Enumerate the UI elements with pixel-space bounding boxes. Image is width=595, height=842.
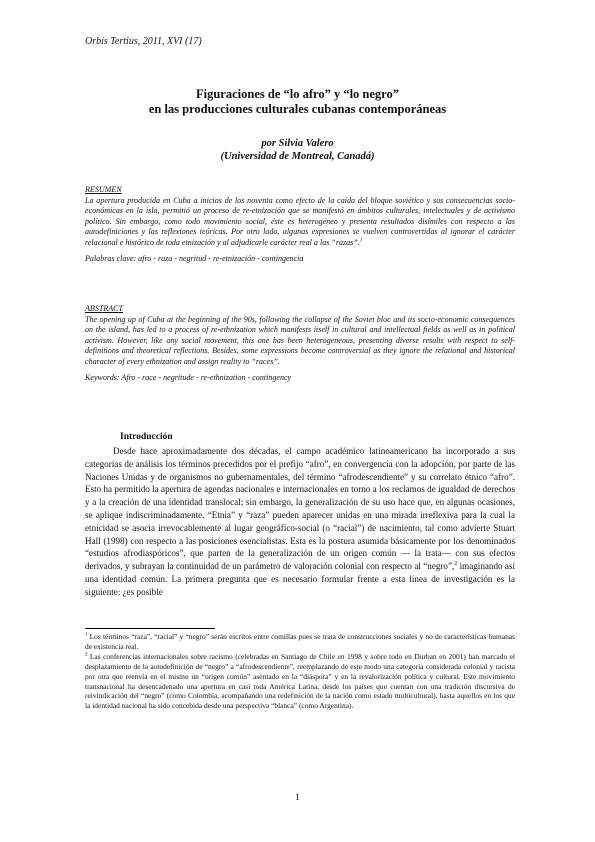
footnote-1: $^1$ Los términos “raza”, “racial” y “negro” serán escritos entre comillas pues se trata de construcciones sociales y no de características humanas de existencia real. — [85, 632, 515, 651]
resumen-section — [85, 185, 515, 265]
footnote-ref-1[interactable]: 1 — [359, 237, 363, 244]
resumen-heading: RESUMEN — [85, 185, 122, 194]
title-line-1: Figuraciones de “lo afro” y “lo negro” — [196, 87, 399, 101]
author-block — [60, 137, 535, 163]
author-name: por Silvia Valero — [261, 138, 334, 149]
footnote-divider — [85, 628, 215, 629]
introduction-heading: Introducción — [120, 432, 173, 442]
abstract-section — [85, 304, 515, 384]
abstract-heading: ABSTRACT — [85, 304, 124, 313]
resumen-text: La apertura producida en Cuba a inicios de los noventa como efecto de la caída del bloque soviético y sus consecuencias socio-económicas en la isla, permitió un proceso de re-etnización que se manifestó en ámbitos culturales, intelectuales y de activismo político. Sin embargo, como todo movimiento social, éste es heterogéneo y presenta resultados disímiles con respecto a las autodefiniciones y las reflexiones teóricas. Por otro lado, algunas expresiones se vuelven controvertidas al ignorar el carácter relacional e histórico de toda etnización y al adjudicarle carácter real a las “razas”.$^1$ — [85, 195, 515, 247]
footnote-ref-2[interactable]: 2 — [454, 561, 458, 568]
footnote-number-1: 1 — [85, 632, 88, 638]
introduction-paragraph: Desde hace aproximadamente dos décadas, el campo académico latinoamericano ha incorporado a sus categorías de análisis los términos precedidos por el prefijo “afro”, en convergencia con la adopción, por parte de las Naciones Unidas y de organismos no gubernamentales, del término “afrodescendiente” y su correlato étnico “afro”. Esto ha permitido la apertura de agendas nacionales e internacionales en torno a los reclamos de igualdad de derechos y a la creación de una identidad translocal; sin embargo, la generalización de su uso hace que, en algunas ocasiones, se aplique indiscriminadamente. “Etnia” y “raza” pueden aparecer unidas en una mirada irreflexiva para la cual la etnicidad se asocia irrevocablemente al lugar geográfico-social (o “racial”) de nacimiento, tal como advierte Stuart Hall (1998) con respecto a las posiciones esencialistas. Esta es la postura asumida básicamente por los denominados “estudios afrodiaspóricos”, que parten de la generalización de un origen común — la trata— con sus efectos derivados, y subrayan la continuidad de un parámetro de valoración colonial con respecto al “negro”,$^2$ imaginando así una identidad común. La primera pregunta que es necesario formular frente a esta línea de investigación es la siguiente: ¿es posible — [85, 446, 515, 597]
page-number: 1 — [295, 793, 300, 803]
footnote-2: $^2$ Las conferencias internacionales sobre racismo (celebradas en Santiago de Chile en 1998 y sobre todo en Durban en 2001) han marcado el desplazamiento de la autodefinición de “negro” a “afrodescendiente”, reemplazando de este modo una categoría considerada colonial y racista por otra que reenvía en el mismo un “origen común” asentado en la “diáspora” y en la revalorización política y cultural. Este movimiento transnacional ha desencadenado una apertura en casi toda América Latina, desde los países que cuentan con una tradición discursiva de reivindicación del “negro” (como Colombia, acompañando una redefinición de la nación como estado multicultural), hasta aquellos en los que la identidad nacional ha sido concebida desde una perspectiva “blanca” (como Argentina). — [85, 651, 515, 711]
resumen-keywords: Palabras clave: afro - raza - negritud - re-etnización - contingencia — [85, 254, 304, 264]
article-title — [60, 87, 535, 117]
journal-header: Orbis Tertius, 2011, XVI (17) — [85, 36, 202, 47]
title-line-2: en las producciones culturales cubanas contemporáneas — [148, 102, 447, 116]
author-affiliation: (Universidad de Montreal, Canadá) — [220, 151, 375, 162]
footnotes-section — [85, 632, 515, 711]
abstract-text: The opening up of Cuba at the beginning of the 90s, following the collapse of the Soviet bloc and its socio-economic consequences on the island, has led to a process of re-ethnization which manifests itself in cultural and intellectual fields as well as in political activism. However, like any social movement, this one has been heterogeneous, presenting diverse results with respect to self-definitions and theoretical reflections. Besides, some expressions become controversial as they ignore the relational and historical character of every ethnization and assign reality to “races”. — [85, 314, 515, 366]
abstract-keywords: Keywords: Afro - race - negritude - re-ethnization - contingency — [85, 373, 292, 383]
footnote-number-2: 2 — [85, 652, 88, 658]
